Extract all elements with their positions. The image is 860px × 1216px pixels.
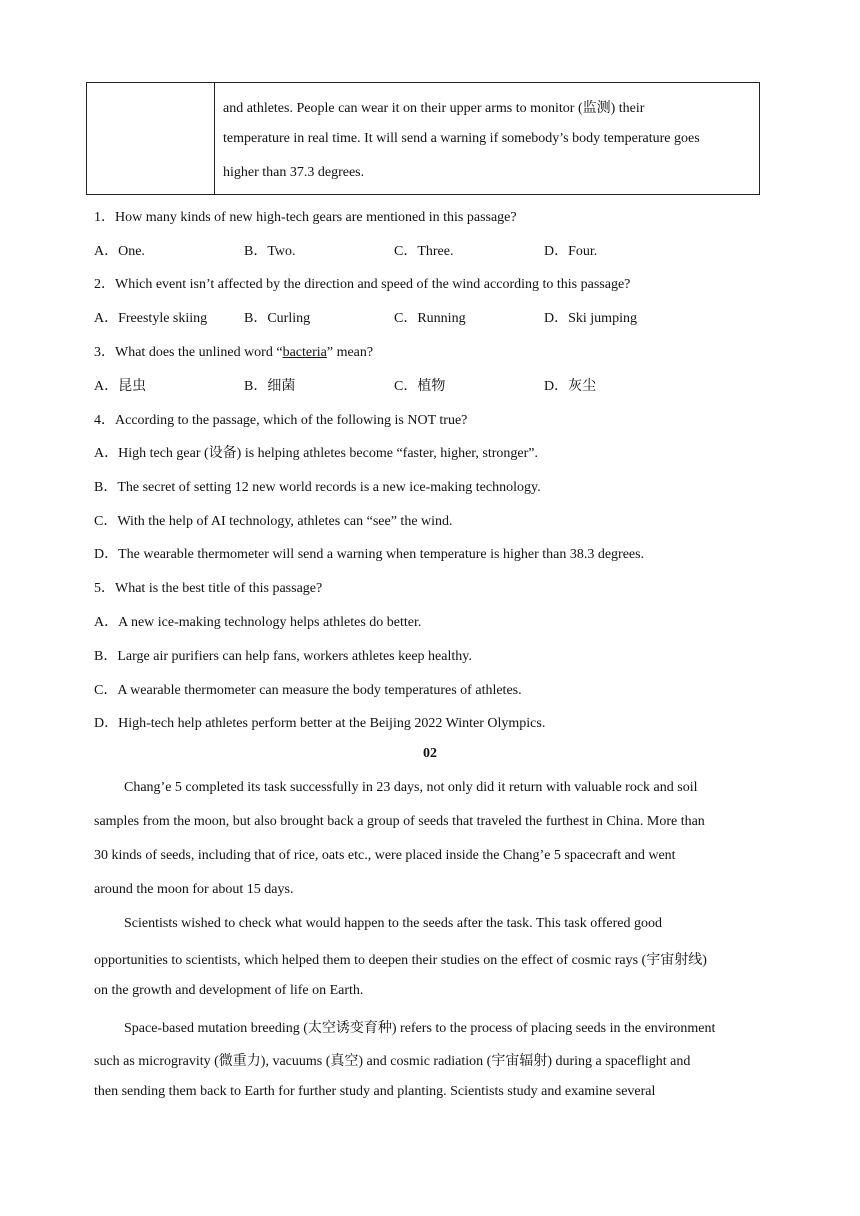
passage-line: Chang’e 5 completed its task successfully in 23 days, not only did it return with valuable rock and soil bbox=[124, 780, 698, 795]
question-2-option-c: C．Running bbox=[394, 311, 466, 326]
table-divider bbox=[214, 83, 215, 194]
question-3-stem bbox=[94, 341, 373, 361]
question-3-option-c: C．植物 bbox=[394, 379, 446, 394]
question-5-option-d: D．High-tech help athletes perform better at the Beijing 2022 Winter Olympics. bbox=[94, 716, 546, 731]
question-3-option-d: D．灰尘 bbox=[544, 379, 597, 394]
passage-line: on the growth and development of life on Earth. bbox=[94, 983, 364, 998]
question-4-option-d: D．The wearable thermometer will send a warning when temperature is higher than 38.3 degrees. bbox=[94, 547, 645, 562]
question-2-option-d: D．Ski jumping bbox=[544, 311, 637, 326]
passage-line: around the moon for about 15 days. bbox=[94, 882, 294, 897]
section-number: 02 bbox=[423, 746, 437, 761]
question-4-option-b: B．The secret of setting 12 new world records is a new ice-making technology. bbox=[94, 480, 541, 495]
question-3-option-b: B．细菌 bbox=[244, 379, 296, 394]
question-5-option-a: A．A new ice-making technology helps athletes do better. bbox=[94, 615, 422, 630]
passage-line: opportunities to scientists, which helped them to deepen their studies on the effect of cosmic rays (宇宙射线) bbox=[94, 953, 707, 968]
question-5-option-b: B．Large air purifiers can help fans, workers athletes keep healthy. bbox=[94, 649, 472, 664]
question-1-option-c: C．Three. bbox=[394, 244, 454, 259]
question-3-stem-before: 3．What does the unlined word “ bbox=[94, 345, 283, 360]
table-text-line: and athletes. People can wear it on their upper arms to monitor (监测) their bbox=[223, 101, 645, 116]
question-2-option-a: A．Freestyle skiing bbox=[94, 311, 208, 326]
question-1-option-a: A．One. bbox=[94, 244, 145, 259]
question-1-stem: 1．How many kinds of new high-tech gears are mentioned in this passage? bbox=[94, 210, 517, 225]
question-3-stem-after: ” mean? bbox=[326, 345, 374, 360]
question-5-stem: 5．What is the best title of this passage? bbox=[94, 581, 323, 596]
question-3-option-a: A．昆虫 bbox=[94, 379, 147, 394]
question-1-option-d: D．Four. bbox=[544, 244, 598, 259]
underlined-word: bacteria bbox=[282, 345, 327, 360]
table-text-line: temperature in real time. It will send a warning if somebody’s body temperature goes bbox=[223, 131, 700, 146]
passage-line: 30 kinds of seeds, including that of rice, oats etc., were placed inside the Chang’e 5 spacecraft and went bbox=[94, 848, 676, 863]
passage-line: Scientists wished to check what would happen to the seeds after the task. This task offered good bbox=[124, 916, 662, 931]
question-4-option-c: C．With the help of AI technology, athletes can “see” the wind. bbox=[94, 514, 453, 529]
question-5-option-c: C．A wearable thermometer can measure the body temperatures of athletes. bbox=[94, 683, 522, 698]
question-2-stem: 2．Which event isn’t affected by the direction and speed of the wind according to this passage? bbox=[94, 277, 631, 292]
question-4-stem: 4．According to the passage, which of the following is NOT true? bbox=[94, 413, 468, 428]
passage-line: such as microgravity (微重力), vacuums (真空) and cosmic radiation (宇宙辐射) during a spaceflight and bbox=[94, 1054, 691, 1069]
question-1-option-b: B．Two. bbox=[244, 244, 296, 259]
passage-line: samples from the moon, but also brought back a group of seeds that traveled the furthest in China. More than bbox=[94, 814, 705, 829]
question-2-option-b: B．Curling bbox=[244, 311, 311, 326]
passage-line: then sending them back to Earth for further study and planting. Scientists study and examine several bbox=[94, 1084, 656, 1099]
passage-table-box bbox=[86, 82, 760, 195]
table-text-line: higher than 37.3 degrees. bbox=[223, 165, 365, 180]
passage-line: Space-based mutation breeding (太空诱变育种) refers to the process of placing seeds in the environment bbox=[124, 1021, 716, 1036]
question-4-option-a: A．High tech gear (设备) is helping athletes become “faster, higher, stronger”. bbox=[94, 446, 539, 461]
